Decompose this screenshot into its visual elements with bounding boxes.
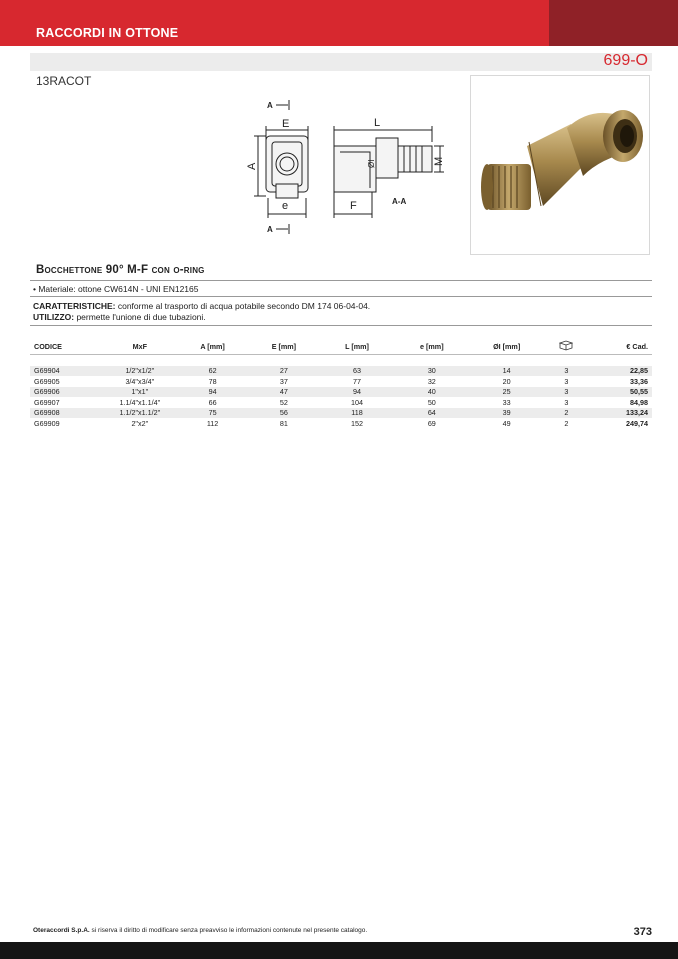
- cell-a: 112: [206, 418, 219, 428]
- table-row: [30, 408, 652, 419]
- cell-e-upper: 52: [279, 397, 288, 407]
- technical-drawing: [236, 92, 452, 238]
- cell-e-lower: 50: [427, 397, 436, 407]
- cell-oi: 39: [469, 408, 544, 419]
- cell-mxf: 1.1/2"x1.1/2": [103, 408, 177, 419]
- col-codice: CODICE: [30, 339, 103, 355]
- product-table: [30, 339, 652, 429]
- table-row: [30, 376, 652, 387]
- col-pack: [544, 339, 589, 355]
- characteristics-line: [33, 301, 370, 311]
- cell-pack: 3: [544, 366, 589, 377]
- cell-mxf: 1.1/4"x1.1/4": [119, 397, 161, 407]
- usage-text: permette l'unione di due tubazioni.: [74, 312, 206, 322]
- cell-a: 78: [208, 376, 217, 386]
- cell-price: 84,98: [630, 397, 648, 407]
- section-title: RACCORDI IN OTTONE: [36, 26, 179, 40]
- cell-e-upper: 37: [279, 376, 288, 386]
- cell-l: 118: [320, 408, 395, 419]
- drawing-label-a-top: A: [267, 101, 273, 110]
- cell-mxf: 2"x2": [131, 418, 149, 428]
- cell-oi: 49: [502, 418, 511, 428]
- product-photo: [470, 75, 650, 255]
- table-row: [30, 366, 652, 377]
- cell-e-upper: 27: [248, 366, 319, 377]
- cell-l: 104: [350, 397, 363, 407]
- cell-oi: 14: [469, 366, 544, 377]
- cell-e-lower: 69: [427, 418, 436, 428]
- divider: [30, 280, 652, 281]
- table-spacer: [30, 355, 652, 366]
- usage-label: UTILIZZO:: [33, 312, 75, 322]
- cell-price: 249,74: [626, 418, 648, 428]
- footer-company: Oteraccordi S.p.A.: [33, 927, 90, 934]
- material-bullet: • Materiale: ottone CW614N - UNI EN12165: [33, 284, 199, 294]
- cell-pack: 2: [544, 408, 589, 419]
- cell-l: 152: [350, 418, 363, 428]
- cell-a: 75: [177, 408, 248, 419]
- product-code-bar: [30, 53, 652, 71]
- footer-notice: si riserva il diritto di modificare senza preavviso le informazioni contenute nel presente catalogo.: [89, 927, 368, 934]
- col-mxf: MxF: [103, 339, 177, 355]
- characteristics-label: CARATTERISTICHE:: [33, 301, 116, 311]
- cell-e-lower: 32: [427, 376, 436, 386]
- drawing-label-m: M: [433, 156, 445, 166]
- cell-pack: 3: [564, 376, 569, 386]
- table-row: [30, 418, 652, 429]
- cell-oi: 33: [502, 397, 511, 407]
- cell-oi: 25: [469, 387, 544, 398]
- cell-price: 50,55: [589, 387, 652, 398]
- usage-line: [33, 312, 206, 322]
- table-header-row: [30, 339, 652, 355]
- cell-e-upper: 56: [248, 408, 319, 419]
- cell-pack: 2: [564, 418, 569, 428]
- cell-e-lower: 30: [394, 366, 469, 377]
- col-a: A [mm]: [177, 339, 248, 355]
- cell-e-upper: 47: [248, 387, 319, 398]
- table-row: [30, 387, 652, 398]
- table-row: [30, 397, 652, 408]
- characteristics-text: conforme al trasporto di acqua potabile secondo DM 174 06-04-04.: [115, 301, 371, 311]
- cell-a: 62: [177, 366, 248, 377]
- cell-a: 66: [208, 397, 217, 407]
- cell-code: G69908: [30, 408, 103, 419]
- cell-l: 77: [352, 376, 361, 386]
- drawing-label-f: F: [350, 200, 357, 212]
- cell-price: 133,24: [589, 408, 652, 419]
- drawing-label-a-side: A: [246, 162, 258, 170]
- cell-e-upper: 81: [279, 418, 288, 428]
- drawing-label-l: L: [374, 117, 381, 129]
- cell-pack: 3: [564, 397, 569, 407]
- box-icon: [559, 340, 573, 351]
- cell-price: 22,85: [589, 366, 652, 377]
- col-oi: ØI [mm]: [469, 339, 544, 355]
- footer-band: [0, 942, 678, 959]
- product-title: Bocchettone 90° M-F con o-ring: [36, 264, 205, 276]
- cell-a: 94: [177, 387, 248, 398]
- col-price: € Cad.: [589, 339, 652, 355]
- col-l: L [mm]: [320, 339, 395, 355]
- cell-l: 63: [320, 366, 395, 377]
- drawing-label-section: A-A: [392, 197, 407, 206]
- cell-e-lower: 40: [394, 387, 469, 398]
- cell-code: G69906: [30, 387, 103, 398]
- product-subcode: 13RACOT: [36, 74, 92, 88]
- divider: [30, 325, 652, 326]
- cell-code: G69904: [30, 366, 103, 377]
- cell-code: G69907: [34, 397, 60, 407]
- cell-mxf: 1"x1": [103, 387, 177, 398]
- header-band-accent: [549, 0, 678, 46]
- cell-mxf: 1/2"x1/2": [103, 366, 177, 377]
- page-number: 373: [633, 926, 652, 938]
- col-e-lower: e [mm]: [394, 339, 469, 355]
- cell-pack: 3: [544, 387, 589, 398]
- divider: [30, 296, 652, 297]
- cell-e-lower: 64: [394, 408, 469, 419]
- drawing-label-oi: ØI: [367, 159, 376, 168]
- cell-mxf: 3/4"x3/4": [125, 376, 155, 386]
- cell-code: G69905: [34, 376, 60, 386]
- cell-oi: 20: [502, 376, 511, 386]
- cell-code: G69909: [34, 418, 60, 428]
- col-e-upper: E [mm]: [248, 339, 319, 355]
- product-code: 699-O: [603, 52, 648, 69]
- drawing-label-a-bottom: A: [267, 225, 273, 234]
- cell-l: 94: [320, 387, 395, 398]
- cell-price: 33,36: [630, 376, 648, 386]
- drawing-label-e-upper: E: [282, 118, 290, 130]
- footer-disclaimer: [33, 927, 367, 934]
- drawing-label-e-lower: e: [282, 200, 289, 212]
